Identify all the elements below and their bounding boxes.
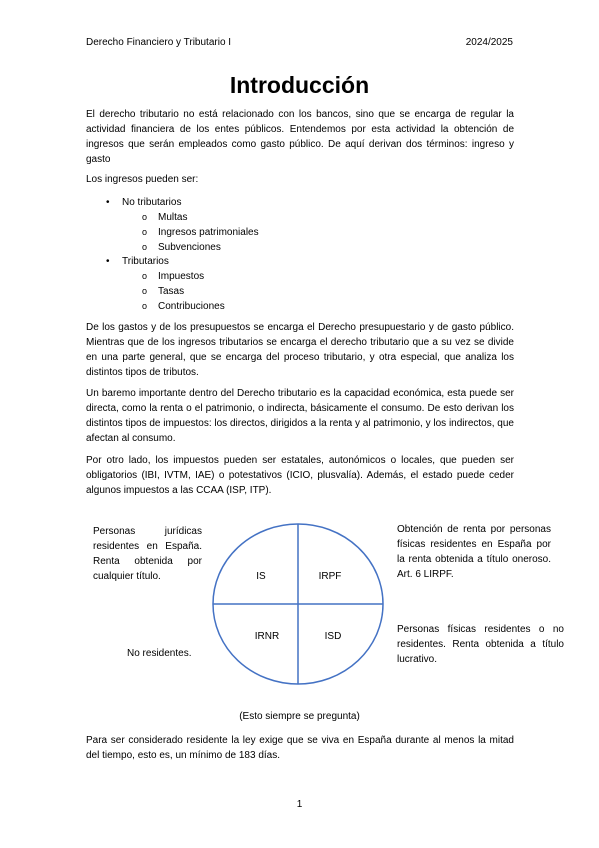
gastos-paragraph: De los gastos y de los presupuestos se encarga el Derecho presupuestario y de gasto público. Mientras que de los ingresos tributarios se encarga el derecho tributario que a su vez se divide en una parte general, que se encarga del proceso tributario, y otra especial, que analiza los distintos tipos de tributos.: [86, 322, 514, 378]
sub-list-item-label: Impuestos: [158, 271, 205, 282]
sub-bullet-icon: o: [142, 212, 148, 222]
ingresos-lead: Los ingresos pueden ser:: [86, 174, 199, 185]
bullet-icon: •: [106, 197, 110, 208]
header-course-title: Derecho Financiero y Tributario I: [86, 37, 232, 48]
quadrant-label-irnr: IRNR: [254, 631, 280, 642]
tax-diagram-circle: [212, 523, 384, 685]
page-title: Introducción: [229, 72, 370, 98]
page-number: 1: [296, 799, 303, 810]
intro-paragraph: El derecho tributario no está relacionado con los bancos, sino que se encarga de regular la actividad financiera de los entes públicos. Entendemos por esta actividad la obtención de ingresos que serán empleados como gasto público. De aquí derivan dos términos: ingreso y gasto: [86, 109, 514, 165]
sub-list-item-label: Tasas: [158, 286, 185, 297]
sub-bullet-icon: o: [142, 271, 148, 281]
sub-list-item: [142, 240, 221, 255]
sub-list-item: [142, 299, 225, 314]
quadrant-label-irpf: IRPF: [318, 571, 342, 582]
sub-list-item-label: Subvenciones: [158, 242, 221, 253]
residente-paragraph: Para ser considerado residente la ley exige que se viva en España durante al menos la mitad del tiempo, esto es, un mínimo de 183 días.: [86, 735, 514, 761]
note-top-right: Obtención de renta por personas físicas residentes en España por la renta obtenida a título oneroso. Art. 6 LIRPF.: [397, 524, 551, 580]
bullet-icon: •: [106, 256, 110, 267]
sub-list-item: [142, 225, 259, 240]
note-bottom-left: No residentes.: [127, 648, 192, 659]
sub-bullet-icon: o: [142, 242, 148, 252]
sub-list-item: [142, 210, 188, 225]
diagram-caption: (Esto siempre se pregunta): [239, 711, 360, 722]
sub-list-item-label: Contribuciones: [158, 301, 225, 312]
list-item-no-tributarios: [106, 195, 182, 210]
header-academic-year: 2024/2025: [465, 37, 513, 48]
list-item-tributarios: [106, 254, 169, 269]
list-item-label: Tributarios: [122, 256, 169, 267]
sub-list-item-label: Multas: [158, 212, 188, 223]
sub-bullet-icon: o: [142, 227, 148, 237]
tax-diagram: [212, 523, 384, 685]
list-item-label: No tributarios: [122, 197, 182, 208]
quadrant-label-is: IS: [256, 571, 266, 582]
sub-bullet-icon: o: [142, 301, 148, 311]
sub-bullet-icon: o: [142, 286, 148, 296]
impuestos-territoriales-paragraph: Por otro lado, los impuestos pueden ser estatales, autonómicos o locales, que pueden ser obligatorios (IBI, IVTM, IAE) o potestativos (ICIO, plusvalía). Además, el estado puede ceder algunos impuestos a las CCAA (ISP, ITP).: [86, 455, 514, 496]
note-bottom-right: Personas físicas residentes o no residentes. Renta obtenida a título lucrativo.: [397, 624, 564, 665]
sub-list-item: [142, 284, 185, 299]
note-top-left: Personas jurídicas residentes en España. Renta obtenida por cualquier título.: [93, 526, 202, 582]
sub-list-item: [142, 269, 205, 284]
capacidad-economica-paragraph: Un baremo importante dentro del Derecho tributario es la capacidad económica, esta puede ser directa, como la renta o el patrimonio, o indirecta, básicamente el consumo. De esto derivan los distintos tipos de impuestos: los directos, dirigidos a la renta y al patrimonio, y los indirectos, que afectan al consumo.: [86, 388, 514, 444]
quadrant-label-isd: ISD: [324, 631, 342, 642]
sub-list-item-label: Ingresos patrimoniales: [158, 227, 259, 238]
